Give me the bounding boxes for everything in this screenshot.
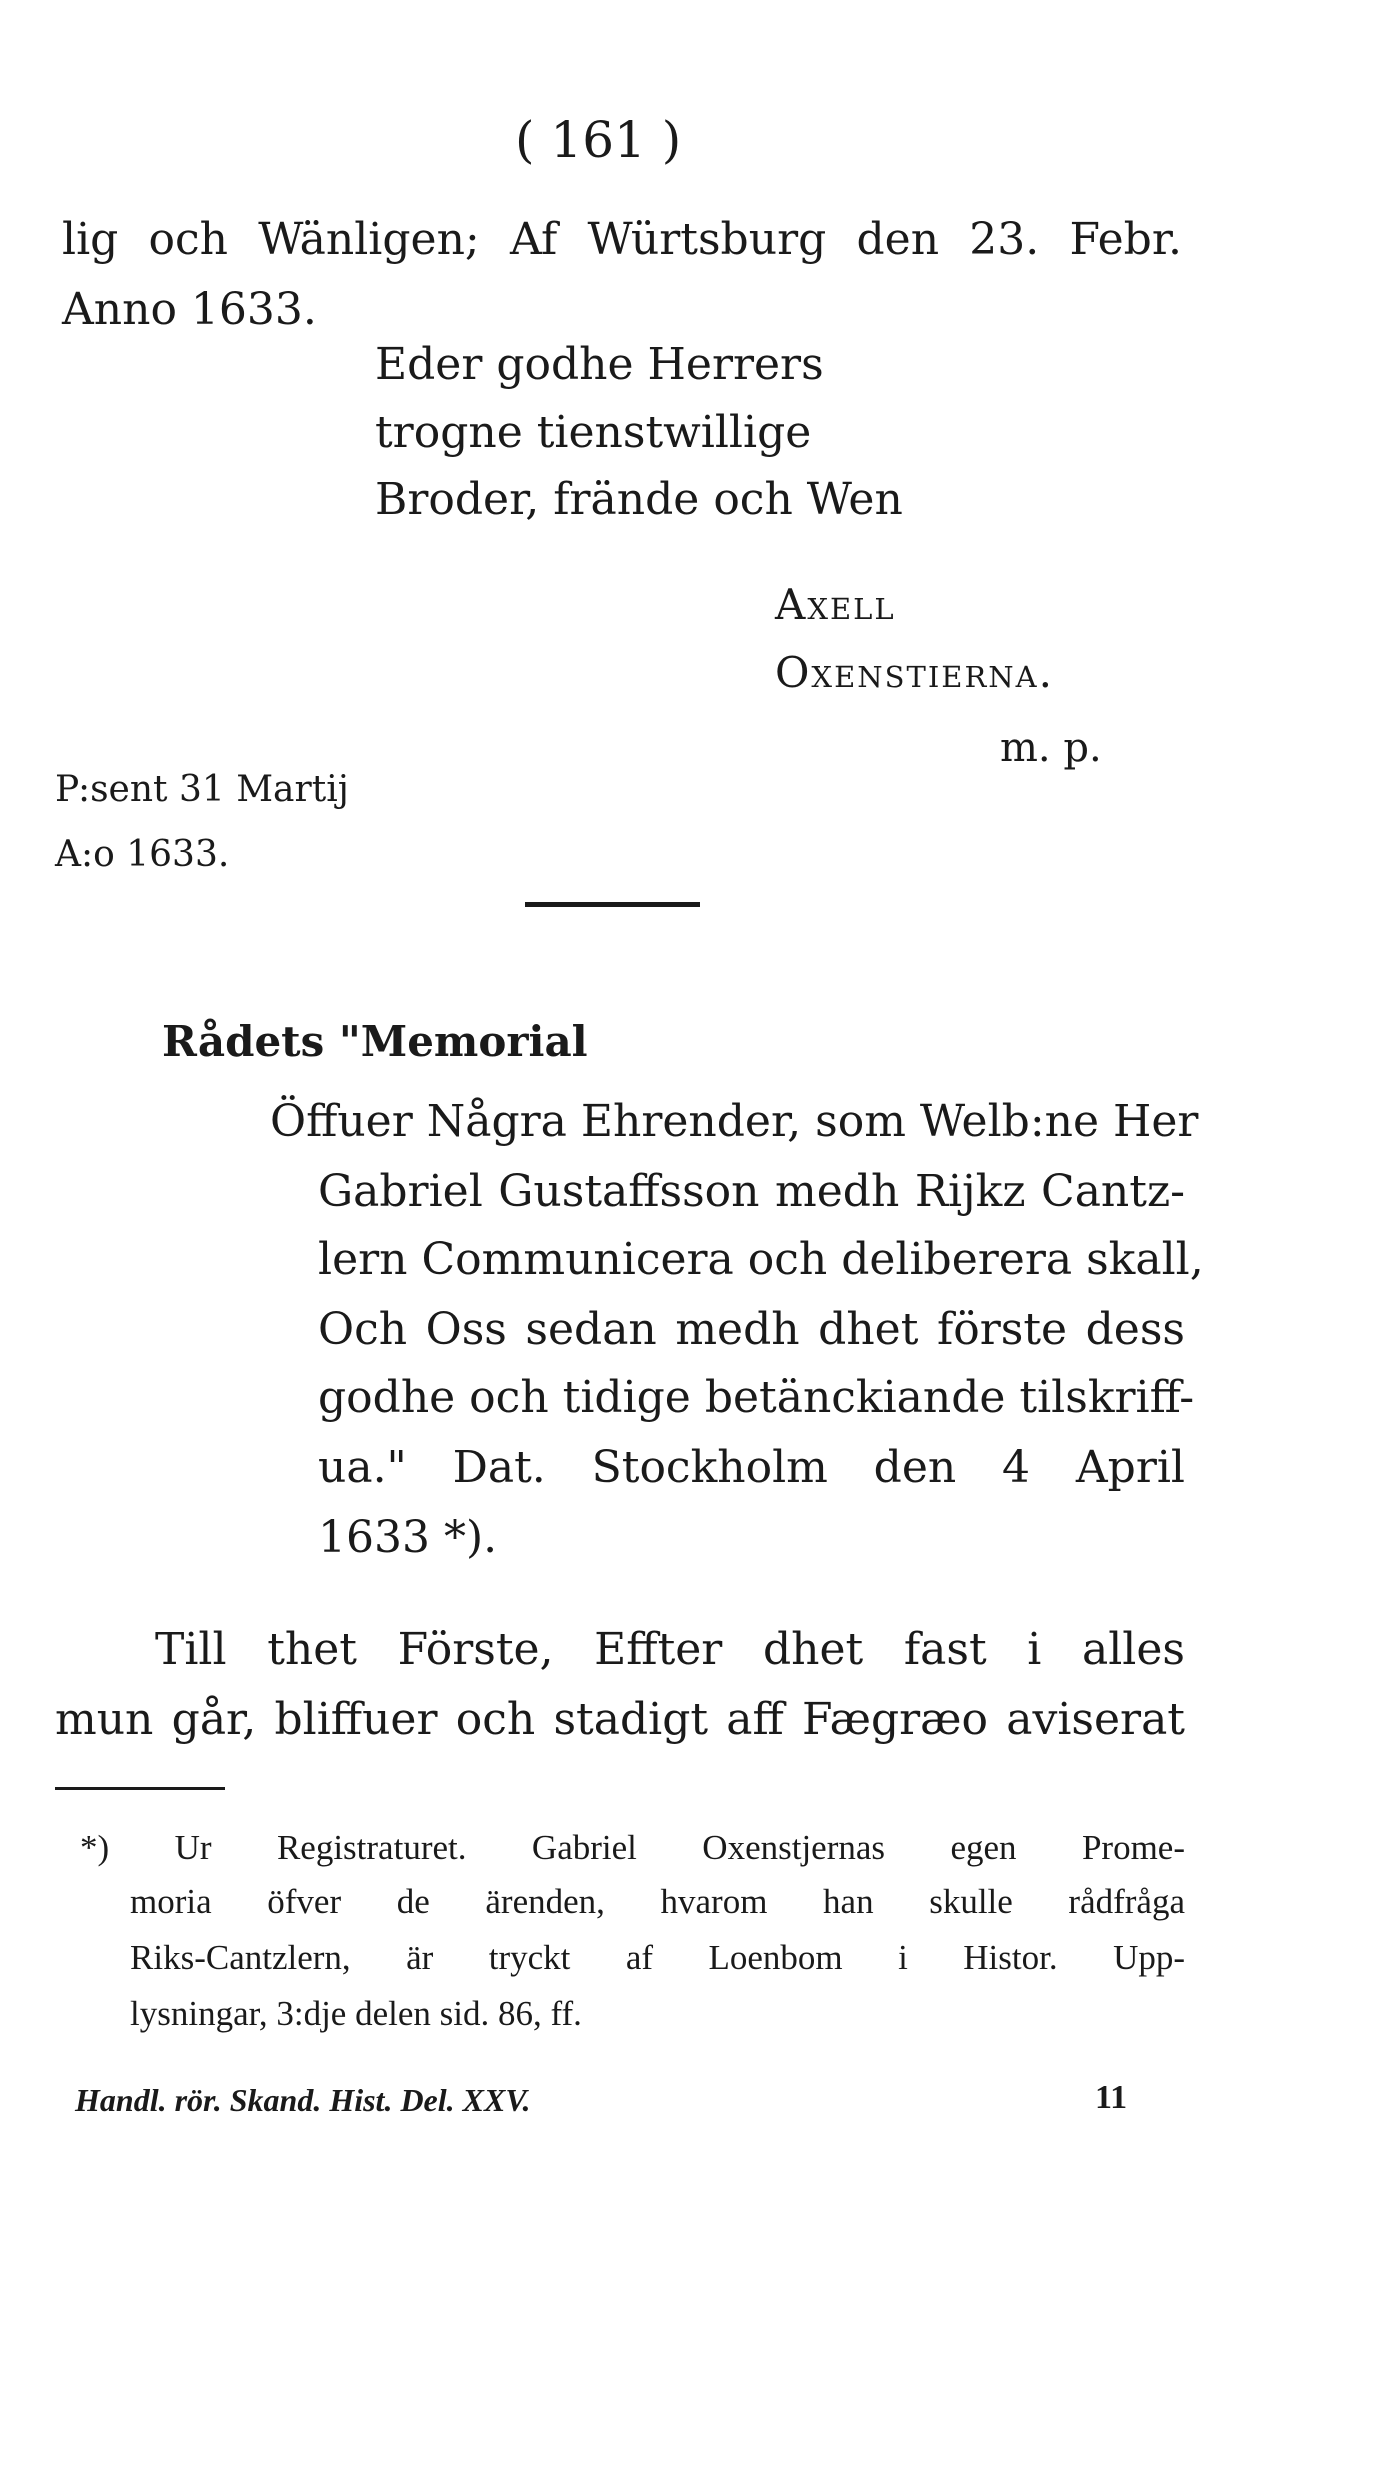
memorial-line-6-text: ua." Dat. Stockholm den 4 April — [318, 1442, 1185, 1493]
body-line-1 — [155, 1620, 1185, 1680]
memorial-line-3-text: lern Communicera och deliberera skall, — [318, 1234, 1204, 1285]
received-note-line-2: A:o 1633. — [55, 834, 230, 875]
signature-mark-left: Handl. rör. Skand. Hist. Del. XXV. — [75, 2082, 531, 2118]
body-line-1-text: Till thet Förste, Effter dhet fast i alles — [155, 1624, 1185, 1675]
body-line-2 — [55, 1690, 1185, 1750]
signature-mark-right: 11 — [1095, 2079, 1128, 2116]
footnote-line-3 — [130, 1932, 1185, 1984]
memorial-line-7: 1633 *). — [318, 1512, 498, 1563]
memorial-line-6 — [318, 1438, 1185, 1498]
memorial-line-1-text: Öffuer Några Ehrender, som Welb:ne Her — [270, 1096, 1199, 1147]
memorial-line-4 — [318, 1300, 1185, 1360]
memorial-title: Rådets "Memorial — [162, 1017, 588, 1066]
memorial-line-4-text: Och Oss sedan medh dhet förste dess — [318, 1304, 1185, 1355]
footnote-line-3-text: Riks-Cantzlern, är tryckt af Loenbom i Histor. Upp- — [130, 1938, 1185, 1977]
signature-surname: Oxenstierna. — [775, 648, 1054, 697]
footnote-rule — [55, 1787, 225, 1790]
body-line-2-text: mun går, bliffuer och stadigt aff Fægræo aviserat — [55, 1694, 1185, 1745]
footnote-line-2 — [130, 1876, 1185, 1928]
received-note-line-1: P:sent 31 Martij — [55, 769, 349, 810]
memorial-line-2-text: Gabriel Gustaffsson medh Rijkz Cantz- — [318, 1166, 1185, 1217]
letter-end-line-1-text: lig och Wänligen; Af Würtsburg den 23. Febr. — [62, 214, 1182, 265]
page-number: ( 161 ) — [515, 111, 682, 169]
closing-line-1: Eder godhe Herrers — [375, 339, 824, 390]
memorial-line-1 — [270, 1092, 1199, 1152]
footnote-line-1-text: *) Ur Registraturet. Gabriel Oxenstjernas egen Prome- — [80, 1828, 1185, 1867]
memorial-line-2 — [318, 1162, 1185, 1222]
footnote-line-1 — [80, 1822, 1185, 1874]
memorial-line-3 — [318, 1230, 1204, 1290]
memorial-line-5-text: godhe och tidige betänckiande tilskriff- — [318, 1372, 1195, 1423]
closing-line-3: Broder, frände och Wen — [375, 474, 903, 525]
memorial-line-5 — [318, 1368, 1195, 1428]
letter-end-line-2: Anno 1633. — [62, 284, 317, 335]
letter-end-line-1 — [62, 210, 1182, 270]
closing-line-2: trogne tienstwillige — [375, 407, 812, 458]
footnote-line-4: lysningar, 3:dje delen sid. 86, ff. — [130, 1994, 582, 2033]
section-divider — [525, 902, 700, 907]
footnote-line-2-text: moria öfver de ärenden, hvarom han skulle rådfråga — [130, 1882, 1185, 1921]
signature-first-name: Axell — [775, 580, 896, 629]
manu-propria: m. p. — [1000, 725, 1102, 771]
